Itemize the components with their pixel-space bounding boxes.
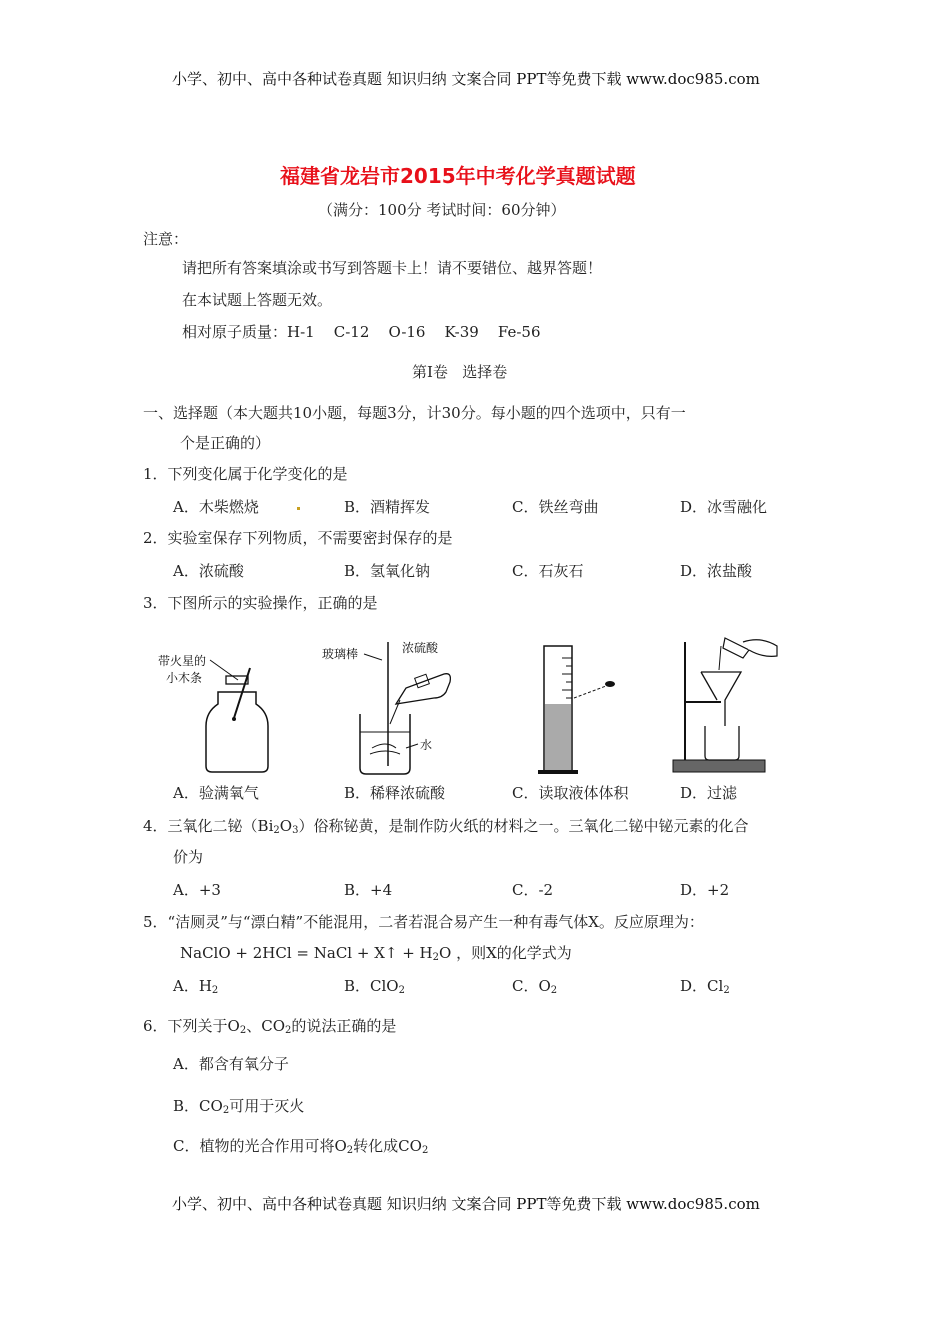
question-5-stem: 5．“洁厕灵”与“漂白精”不能混用，二者若混合易产生一种有毒气体X。反应原理为： xyxy=(143,913,704,931)
question-6-stem: 6．下列关于$O_2$、$CO_2$的说法正确的是 xyxy=(143,1017,397,1036)
q4-option-c: C．-2 xyxy=(512,881,554,899)
question-4-stem: 4．三氧化二铋$(Bi_2O_3)$俗称铋黄，是制作防火纸的材料之一。三氧化二铋中铋元素的化合 xyxy=(143,817,749,836)
q1-option-d: D．冰雪融化 xyxy=(680,498,768,516)
q1-option-c: C．铁丝弯曲 xyxy=(512,498,599,516)
part-intro: 一、选择题（本大题共10小题，每题3分，计30分。每小题的四个选项中，只有一 xyxy=(143,404,686,422)
q5-option-a: A．$H_2$ xyxy=(173,977,219,996)
q3-option-c: C．读取液体体积 xyxy=(512,784,629,802)
stray-dot xyxy=(297,507,300,510)
label-glass-rod: 玻璃棒 xyxy=(322,647,359,661)
notice-line: 请把所有答案填涂或书写到答题卡上！请不要错位、越界答题！ xyxy=(182,259,603,277)
question-1-stem: 1．下列变化属于化学变化的是 xyxy=(143,465,348,483)
q6-option-a: A．都含有氧分子 xyxy=(173,1055,289,1073)
q1-option-a: A．木柴燃烧 xyxy=(173,498,259,516)
q4-option-a: A．+3 xyxy=(173,881,221,899)
notice-line: 在本试题上答题无效。 xyxy=(182,291,333,309)
section-title: 第Ⅰ卷 选择卷 xyxy=(412,363,508,381)
part-intro-cont: 个是正确的） xyxy=(180,434,271,452)
figure-a-oxygen-test xyxy=(150,648,290,778)
figure-b-dilute-acid xyxy=(320,636,460,781)
label-splint-line2: 小木条 xyxy=(166,671,203,685)
exam-info: （满分：100分 考试时间：60分钟） xyxy=(318,201,566,219)
label-water: 水 xyxy=(420,738,433,752)
question-3-stem: 3．下图所示的实验操作，正确的是 xyxy=(143,594,378,612)
page-header: 小学、初中、高中各种试卷真题 知识归纳 文案合同 PPT等免费下载 www.doc985.com xyxy=(172,70,760,88)
q1-option-b: B．酒精挥发 xyxy=(344,498,431,516)
notice-label: 注意： xyxy=(143,230,189,248)
q4-option-d: D．+2 xyxy=(680,881,730,899)
atomic-masses: 相对原子质量：H-1 C-12 O-16 K-39 Fe-56 xyxy=(182,323,541,341)
question-2-stem: 2．实验室保存下列物质，不需要密封保存的是 xyxy=(143,529,453,547)
page-footer: 小学、初中、高中各种试卷真题 知识归纳 文案合同 PPT等免费下载 www.doc985.com xyxy=(172,1195,760,1213)
q6-option-c: C．植物的光合作用可将$O_2$转化成$CO_2$ xyxy=(173,1137,429,1156)
q3-option-d: D．过滤 xyxy=(680,784,738,802)
q2-option-b: B．氢氧化钠 xyxy=(344,562,431,580)
q5-option-b: B．ClO$_2$ xyxy=(344,977,405,996)
figure-c-graduated-cylinder xyxy=(520,636,630,781)
q3-option-a: A．验满氧气 xyxy=(173,784,259,802)
page-title: 福建省龙岩市2015年中考化学真题试题 xyxy=(280,164,636,188)
q2-option-d: D．浓盐酸 xyxy=(680,562,753,580)
q6-option-b: B．$CO_2$可用于灭火 xyxy=(173,1097,305,1116)
label-splint-line1: 带火星的 xyxy=(158,654,207,668)
question-5-equation: NaClO + 2HCl = NaCl + X↑ + $H_2O$ ，则X的化学式为 xyxy=(180,944,572,963)
label-conc-acid: 浓硫酸 xyxy=(402,641,439,655)
question-4-stem-cont: 价为 xyxy=(173,848,204,866)
q2-option-a: A．浓硫酸 xyxy=(173,562,244,580)
figure-d-filtration xyxy=(665,636,785,781)
q3-option-b: B．稀释浓硫酸 xyxy=(344,784,446,802)
q5-option-c: C．$O_2$ xyxy=(512,977,558,996)
q2-option-c: C．石灰石 xyxy=(512,562,584,580)
q4-option-b: B．+4 xyxy=(344,881,393,899)
q5-option-d: D．$Cl_2$ xyxy=(680,977,730,996)
